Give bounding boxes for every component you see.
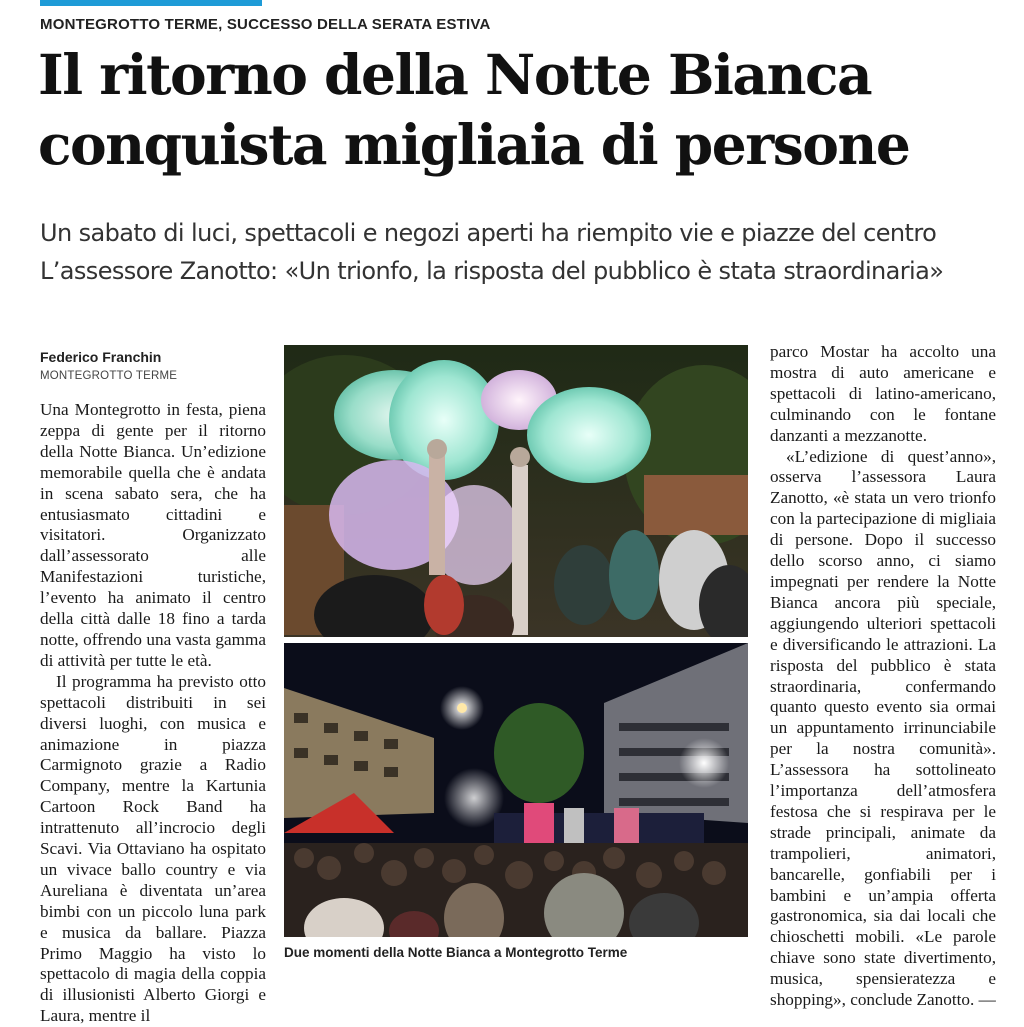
kicker: MONTEGROTTO TERME, SUCCESSO DELLA SERATA ESTIVA — [40, 16, 491, 33]
subheadline — [40, 214, 1010, 290]
byline — [40, 347, 270, 385]
headline-line: conquista migliaia di persone — [38, 112, 910, 177]
section-accent-bar — [40, 0, 262, 6]
paragraph: Una Montegrotto in festa, piena zeppa di gente per il ritorno della Notte Bianca. Un’edizione memorabile quella che è andata in scena sabato sera, che ha entusiasmato cittadini e visitatori. Organizzato dall’assessorato alle Manifestazioni turistiche, l’evento ha animato il centro della città dalle 18 fino a tarda notte, offrendo una vasta gamma di attività per tutte le età. — [40, 400, 266, 670]
article-column-1 — [40, 400, 266, 1027]
dateline: MONTEGROTTO TERME — [40, 370, 178, 382]
photo-night-crowd — [284, 643, 748, 937]
author-name: Federico Franchin — [40, 349, 162, 365]
photo-stilt-walkers — [284, 345, 748, 637]
subheadline-line: Un sabato di luci, spettacoli e negozi aperti ha riempito vie e piazze del centro — [40, 219, 937, 247]
paragraph: «L’edizione di quest’anno», osserva l’assessora Laura Zanotto, «è stata un vero trionfo con la partecipazione di migliaia di persone. Dopo il successo dello scorso anno, ci siamo impegnati per rendere la Notte Bianca ancora più speciale, aggiungendo ulteriori spettacoli e diversificando le attrazioni. La risposta del pubblico è stata straordinaria, confermando quanto questo evento sia ormai un appuntamento irrinunciabile per la nostra comunità». L’assessora ha sottolineato l’importanza dell’atmosfera festosa che si respirava per le strade principali, animate da trampolieri, animatori, bancarelle, gonfiabili per i bambini e un’ampia offerta gastronomica, sia dai locali che chioschetti mobili. «Le parole chiave sono state divertimento, musica, spensieratezza e shopping», conclude Zanotto. — — [770, 446, 996, 1010]
headline-line: Il ritorno della Notte Bianca — [38, 42, 872, 107]
paragraph: Il programma ha previsto otto spettacoli distribuiti in sei diversi luoghi, con musica e animazione in piazza Carmignoto grazie a Radio Company, mentre la Kartunia Cartoon Rock Band ha intrattenuto all’incrocio degli Scavi. Via Ottaviano ha ospitato un vivace ballo country e via Aureliana è diventata un’area bimbi con un piccolo luna park e musica da ballare. Piazza Primo Maggio ha visto lo spettacolo di magia della coppia di illusionisti Alberto Giorgi e Laura, mentre il — [40, 671, 266, 1026]
paragraph: parco Mostar ha accolto una mostra di auto americane e spettacoli di latino-americano, culminando con le fontane danzanti a mezzanotte. — [770, 342, 996, 445]
photo-caption: Due momenti della Notte Bianca a Montegrotto Terme — [284, 945, 628, 960]
subheadline-line: L’assessore Zanotto: «Un trionfo, la risposta del pubblico è stata straordinaria» — [40, 257, 944, 285]
article-column-3 — [770, 342, 996, 1011]
headline — [38, 40, 1008, 180]
